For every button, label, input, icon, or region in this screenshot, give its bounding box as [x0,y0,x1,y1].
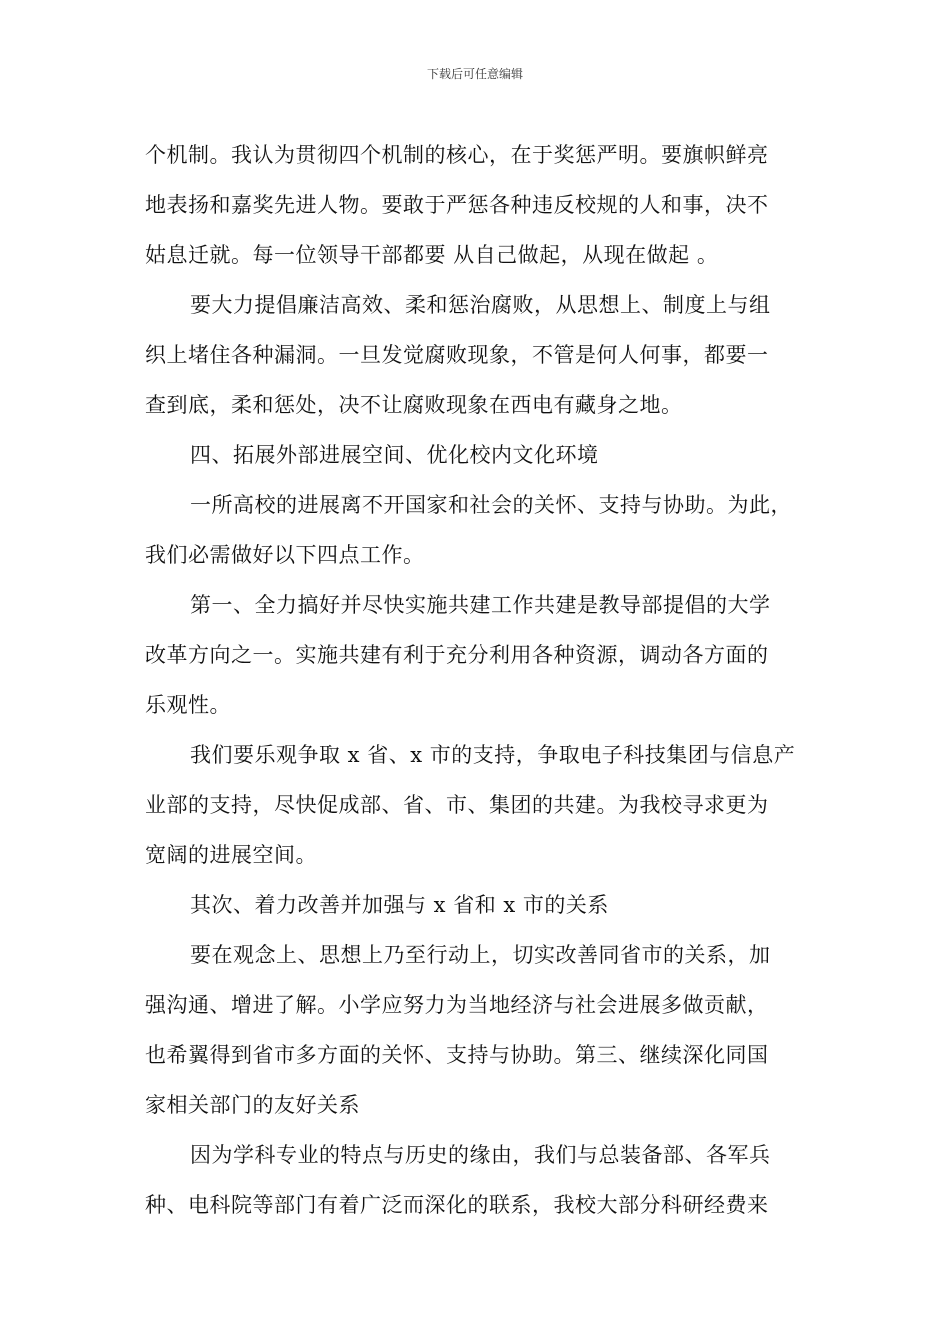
text-line: 我们必需做好以下四点工作。 [145,543,425,567]
text-line: 织上堵住各种漏洞。一旦发觉腐败现象，不管是何人何事，都要一 [145,343,769,367]
document-body [145,130,815,1230]
text-line: 强沟通、增进了解。小学应努力为当地经济与社会进展多做贡献， [145,993,769,1017]
text-line: 查到底，柔和惩处，决不让腐败现象在西电有藏身之地。 [145,393,683,417]
text-line: 家相关部门的友好关系 [145,1093,360,1117]
paragraph-start-line: 第一、全力搞好并尽快实施共建工作共建是教导部提倡的大学 [190,593,771,617]
text-line: 种、电科院等部门有着广泛而深化的联系，我校大部分科研经费来 [145,1193,769,1217]
paragraph-start-line: 因为学科专业的特点与历史的缘由，我们与总装备部、各军兵 [190,1143,771,1167]
text-line: 宽阔的进展空间。 [145,843,317,867]
paragraph-start-line: 要在观念上、思想上乃至行动上，切实改善同省市的关系，加 [190,943,771,967]
section-heading: 四、拓展外部进展空间、优化校内文化环境 [190,443,599,467]
text-line: 地表扬和嘉奖先进人物。要敢于严惩各种违反校规的人和事，决不 [145,193,769,217]
text-line: 乐观性。 [145,693,231,717]
paragraph-start-line: 一所高校的进展离不开国家和社会的关怀、支持与协助。为此， [190,493,792,517]
text-line: 改革方向之一。实施共建有利于充分利用各种资源，调动各方面的 [145,643,769,667]
text-line: 姑息迁就。每一位领导干部都要 从自己做起，从现在做起 。 [145,243,719,267]
paragraph-start-line: 要大力提倡廉洁高效、柔和惩治腐败，从思想上、制度上与组 [190,293,771,317]
text-line: 业部的支持，尽快促成部、省、市、集团的共建。为我校寻求更为 [145,793,769,817]
text-line: 个机制。我认为贯彻四个机制的核心，在于奖惩严明。要旗帜鲜亮 [145,143,769,167]
subsection-heading: 其次、着力改善并加强与 x 省和 x 市的关系 [190,893,609,917]
paragraph-start-line: 我们要乐观争取 x 省、x 市的支持，争取电子科技集团与信息产 [190,743,796,767]
page-header: 下载后可任意编辑 [426,67,523,81]
text-line: 也希翼得到省市多方面的关怀、支持与协助。第三、继续深化同国 [145,1043,769,1067]
